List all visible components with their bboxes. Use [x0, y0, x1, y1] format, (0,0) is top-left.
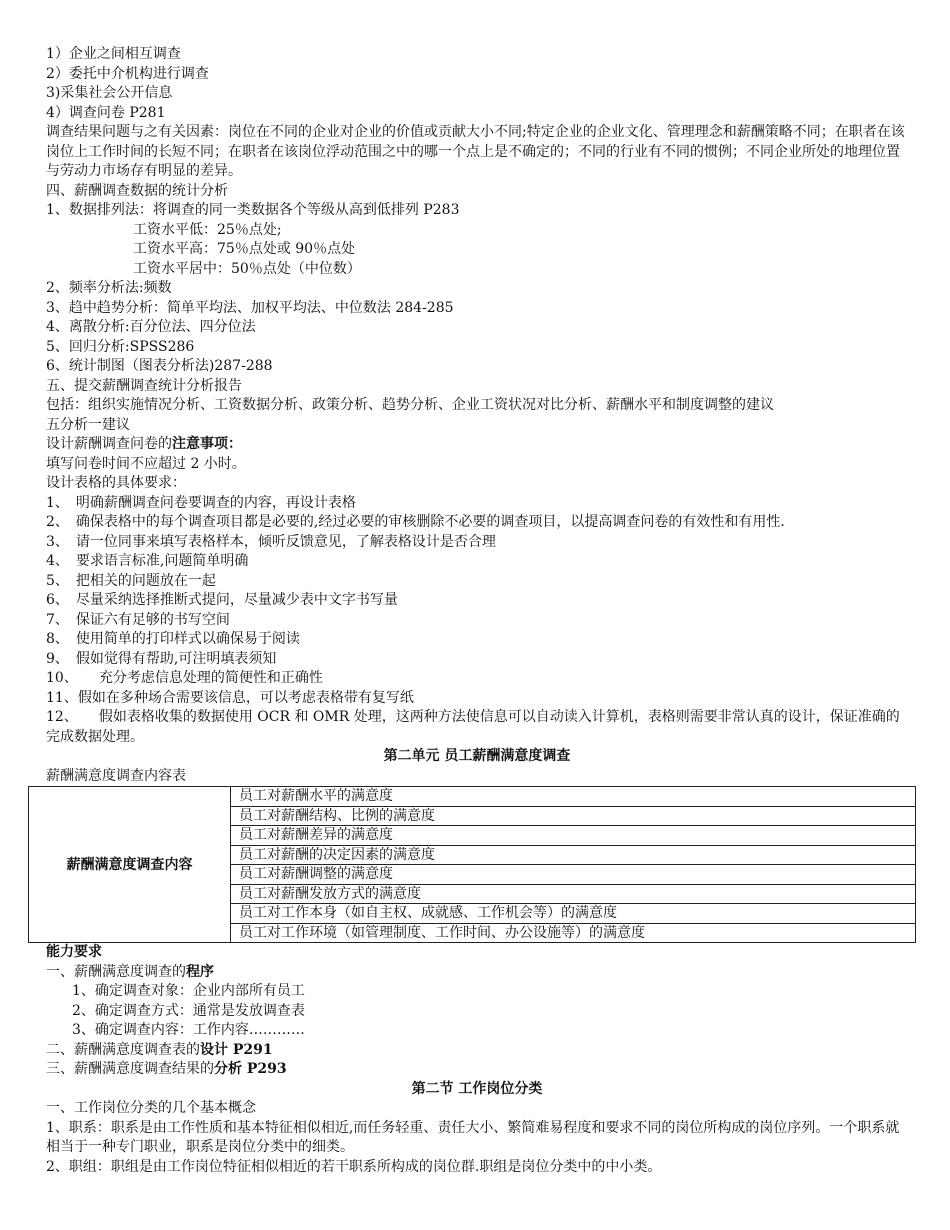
- table-requirements-title: 设计表格的具体要求：: [46, 475, 186, 491]
- method-item: 4）调查问卷 P281: [46, 104, 166, 121]
- table-cell: 员工对薪酬水平的满意度: [231, 787, 916, 807]
- five-analysis-one-suggestion: 五分析一建议: [46, 416, 130, 433]
- ability-title-text: 能力要求: [46, 944, 102, 960]
- wage-level: 工资水平低：25％点处;: [133, 221, 282, 238]
- table-cell: 员工对薪酬结构、比例的满意度: [231, 806, 916, 826]
- requirement-item: 5、 把相关的问题放在一起: [46, 572, 216, 589]
- wage-level: 工资水平高：75％点处或 90％点处: [133, 241, 356, 257]
- table-row: [29, 787, 916, 807]
- requirement-item: 11、假如在多种场合需要该信息，可以考虑表格带有复写纸: [46, 689, 414, 706]
- requirement-item: 6、 尽量采纳选择推断式提问，尽量减少表中文字书写量: [46, 592, 398, 608]
- requirement-item: 12、 假如表格收集的数据使用 OCR 和 OMR 处理，这两种方法使信息可以自动读入计算机，表格则需要非常认真的设计，保证准确的完成数据处理。: [46, 709, 900, 745]
- design-bold: 设计 P291: [200, 1041, 273, 1058]
- method-item: 3)采集社会公开信息: [46, 85, 173, 101]
- unit2-title: 第二单元 员工薪酬满意度调查: [383, 748, 571, 764]
- report-section-title: 五、提交薪酬调查统计分析报告: [46, 377, 242, 394]
- table-cell: 员工对薪酬发放方式的满意度: [231, 884, 916, 904]
- notes-prefix: 设计薪酬调查问卷的: [46, 436, 172, 452]
- procedure-step: 2、确定调查方式：通常是发放调查表: [72, 1002, 305, 1019]
- table-cell: 员工对薪酬差异的满意度: [231, 826, 916, 846]
- procedure-step: 1、确定调查对象：企业内部所有员工: [72, 983, 305, 999]
- factors-paragraph: 调查结果问题与之有关因素：岗位在不同的企业对企业的价值或贡献大小不同;特定企业的企业文化、管理理念和薪酬策略不同；在职者在该岗位上工作时间的长短不同；在职者在该岗位浮动范围之中的哪一个点上是不确定的；不同的行业有不同的惯例；不同企业所处的地理位置与劳动力市场存有明显的差异。: [46, 124, 905, 179]
- procedure-bold: 程序: [186, 963, 214, 980]
- analysis-bold: 分析 P293: [214, 1061, 287, 1077]
- table-head-cell: 薪酬满意度调查内容: [29, 787, 231, 943]
- concept-paragraph: 1、职系：职系是由工作性质和基本特征相似相近,而任务轻重、责任大小、繁简难易程度和要求不同的岗位所构成的岗位序列。一个职系就相当于一种专门职业，职系是岗位分类中的细类。: [46, 1119, 900, 1155]
- concept-paragraph: 2、职组：职组是由工作岗位特征相似相近的若干职系所构成的岗位群.职组是岗位分类中的中小类。: [46, 1158, 662, 1175]
- analysis-heading: [46, 1060, 908, 1080]
- concepts-title: 一、工作岗位分类的几个基本概念: [46, 1100, 256, 1116]
- stat-item: 2、频率分析法:频数: [46, 280, 172, 296]
- stat-item: 4、离散分析:百分位法、四分位法: [46, 319, 256, 335]
- stat-item: 6、统计制图（图表分析法)287-288: [46, 358, 273, 374]
- procedure-prefix: 一、薪酬满意度调查的: [46, 963, 186, 980]
- requirement-item: 1、 明确薪酬调查问卷要调查的内容，再设计表格: [46, 494, 356, 511]
- requirement-item: 10、 充分考虑信息处理的简便性和正确性: [46, 670, 323, 686]
- design-prefix: 二、薪酬满意度调查表的: [46, 1041, 200, 1058]
- table-caption: 薪酬满意度调查内容表: [46, 767, 186, 784]
- section2-title: 第二节 工作岗位分类: [411, 1080, 543, 1097]
- stat-item: 3、趋中趋势分析：简单平均法、加权平均法、中位数法 284-285: [46, 299, 454, 316]
- satisfaction-table: [28, 786, 916, 943]
- analysis-prefix: 三、薪酬满意度调查结果的: [46, 1061, 214, 1077]
- stat-section-title: 四、薪酬调查数据的统计分析: [46, 182, 228, 199]
- requirement-item: 2、 确保表格中的每个调查项目都是必要的,经过必要的审核删除不必要的调查项目，以提高调查问卷的有效性和有用性.: [46, 514, 785, 530]
- notes-bold: 注意事项：: [172, 436, 242, 452]
- stat-item: 5、回归分析:SPSS286: [46, 338, 195, 355]
- requirement-item: 7、 保证六有足够的书写空间: [46, 611, 230, 628]
- table-cell: 员工对薪酬的决定因素的满意度: [231, 845, 916, 865]
- requirement-item: 3、 请一位同事来填写表格样本，倾听反馈意见，了解表格设计是否合理: [46, 533, 496, 550]
- notes-heading: [46, 435, 908, 455]
- requirement-item: 9、 假如觉得有帮助,可注明填表须知: [46, 650, 277, 667]
- document-page: [46, 45, 908, 1177]
- table-cell: 员工对薪酬调整的满意度: [231, 865, 916, 885]
- table-cell: 员工对工作环境（如管理制度、工作时间、办公设施等）的满意度: [231, 923, 916, 943]
- procedure-heading: [46, 963, 908, 983]
- wage-level: 工资水平居中：50％点处（中位数）: [133, 260, 361, 277]
- requirement-item: 8、 使用简单的打印样式以确保易于阅读: [46, 631, 300, 647]
- table-cell: 员工对工作本身（如自主权、成就感、工作机会等）的满意度: [231, 904, 916, 924]
- method-item: 1）企业之间相互调查: [46, 46, 181, 62]
- ability-title: [46, 943, 908, 963]
- method-item: 2）委托中介机构进行调查: [46, 65, 209, 82]
- stat-item: 1、数据排列法：将调查的同一类数据各个等级从高到低排列 P283: [46, 202, 460, 218]
- design-heading: [46, 1041, 908, 1061]
- report-content: 包括：组织实施情况分析、工资数据分析、政策分析、趋势分析、企业工资状况对比分析、薪酬水平和制度调整的建议: [46, 397, 774, 413]
- time-limit: 填写问卷时间不应超过 2 小时。: [46, 455, 246, 472]
- requirement-item: 4、 要求语言标准,问题简单明确: [46, 553, 249, 569]
- procedure-step: 3、确定调查内容：工作内容…………: [72, 1022, 305, 1038]
